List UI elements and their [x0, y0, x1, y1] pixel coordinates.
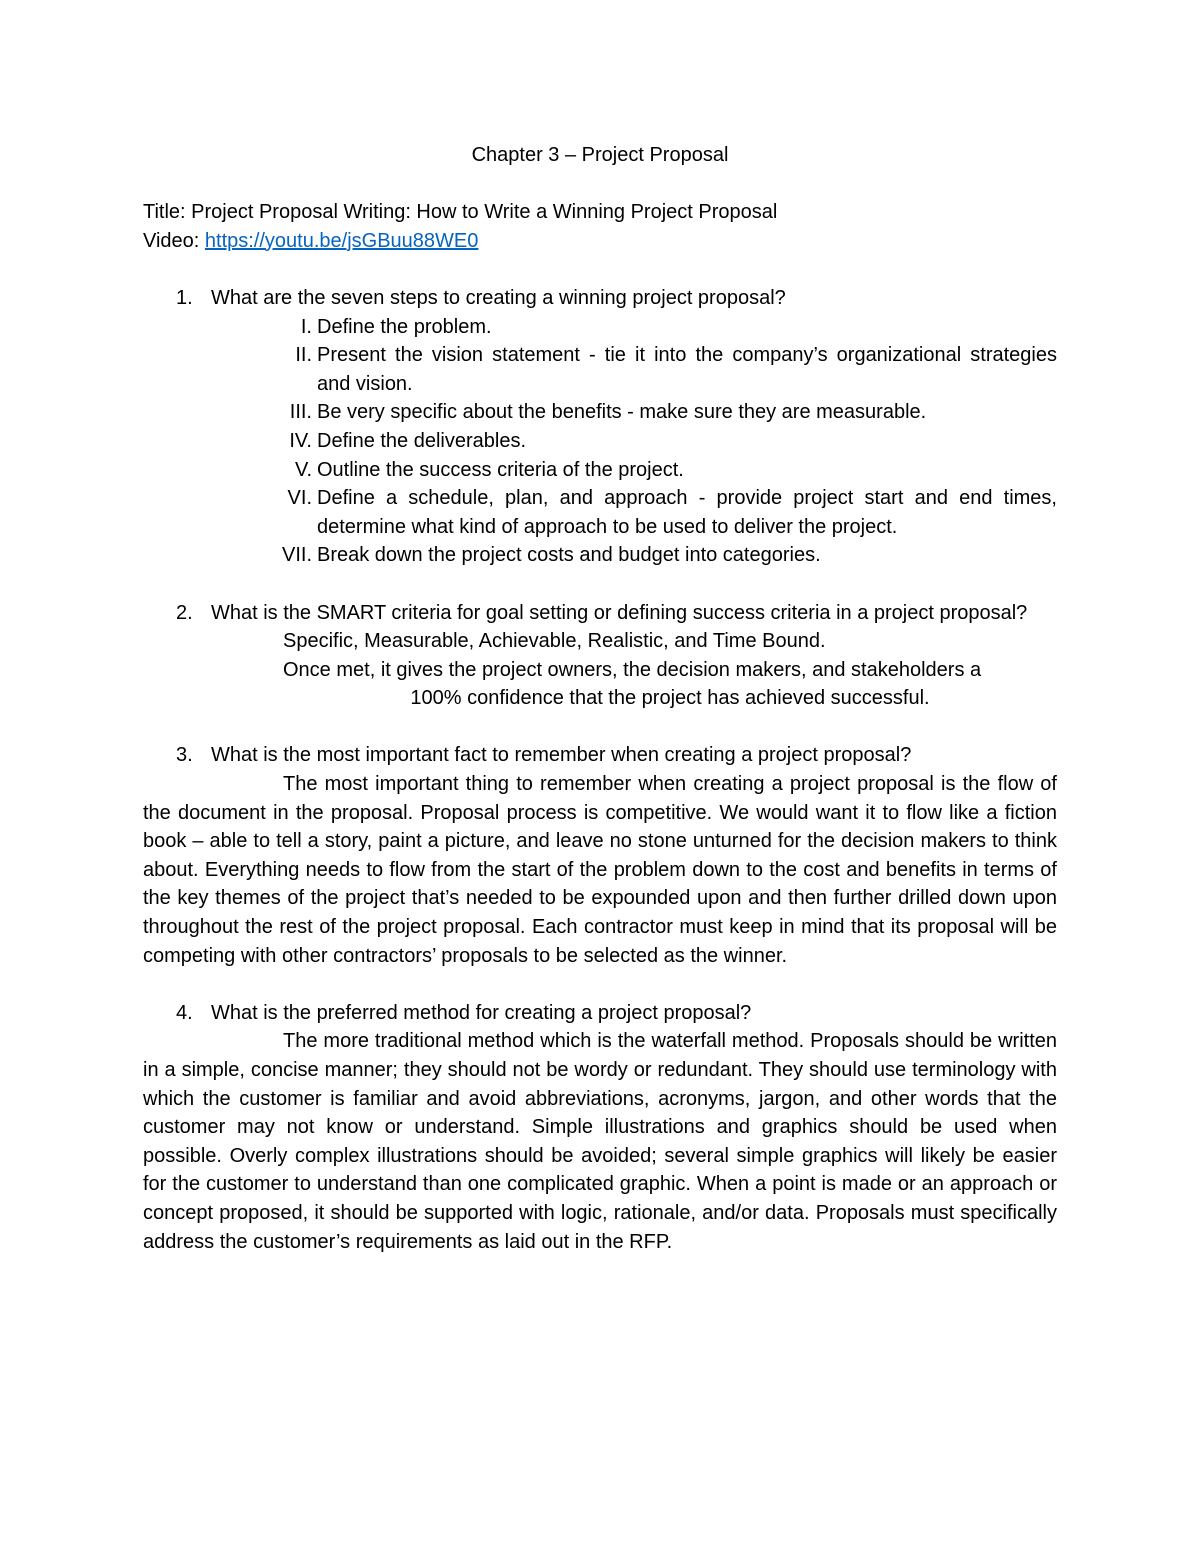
- smart-answer-line: Specific, Measurable, Achievable, Realistic, and Time Bound.: [283, 630, 826, 653]
- step-text: Define the deliverables.: [317, 429, 527, 452]
- question-number: 2.: [176, 601, 193, 624]
- roman-numeral: I.: [300, 315, 312, 338]
- list-item: [287, 484, 1057, 541]
- smart-answer-line: Once met, it gives the project owners, the decision makers, and stakeholders a: [283, 658, 982, 681]
- question-text: What is the SMART criteria for goal setting or defining success criteria in a project proposal?: [211, 601, 1028, 624]
- spacer: [143, 570, 1057, 599]
- video-link[interactable]: https://youtu.be/jsGBuu88WE0: [204, 229, 479, 252]
- question-text: What is the preferred method for creating a project proposal?: [211, 1001, 752, 1024]
- chapter-title: Chapter 3 – Project Proposal: [471, 144, 729, 166]
- question-text: What are the seven steps to creating a winning project proposal?: [211, 286, 786, 309]
- list-item: [289, 427, 1057, 456]
- step-text: Define a schedule, plan, and approach - provide project start and end times, determine what kind of approach to be used to deliver the project.: [317, 487, 1057, 538]
- list-item: [281, 541, 1057, 570]
- list-item: [289, 398, 1057, 427]
- question-4: [143, 999, 1057, 1028]
- list-item: [294, 456, 1057, 485]
- spacer: [143, 970, 1057, 999]
- roman-numeral: IV.: [289, 429, 312, 452]
- list-item: [295, 341, 1057, 398]
- step-text: Outline the success criteria of the project.: [317, 458, 684, 481]
- question-3: [143, 741, 1057, 770]
- roman-numeral: II.: [295, 344, 312, 367]
- smart-answer-line: 100% confidence that the project has achieved successful.: [410, 687, 930, 710]
- video-label: Video:: [143, 229, 205, 252]
- answer-paragraph: The more traditional method which is the waterfall method. Proposals should be written in a simple, concise manner; they should not be wordy or redundant. They should use terminology with which the customer is familiar and avoid abbreviations, acronyms, jargon, and other words that the customer may not know or understand. Simple illustrations and graphics should be used when possible. Overly complex illustrations should be avoided; several simple graphics will likely be easier for the customer to understand than one complicated graphic. When a point is made or an approach or concept proposed, it should be supported with logic, rationale, and/or data. Proposals must specifically address the customer’s requirements as laid out in the RFP.: [143, 1030, 1057, 1253]
- question-2: [143, 599, 1057, 628]
- video-line: [143, 227, 1057, 256]
- question-text: What is the most important fact to remember when creating a project proposal?: [211, 744, 912, 767]
- roman-numeral: III.: [289, 401, 312, 424]
- roman-numeral: VII.: [281, 544, 312, 567]
- step-text: Be very specific about the benefits - make sure they are measurable.: [317, 401, 927, 424]
- step-text: Define the problem.: [317, 315, 492, 338]
- list-item: [300, 313, 1057, 342]
- steps-list: [143, 313, 1057, 570]
- question-number: 4.: [176, 1001, 193, 1024]
- question-1: [143, 284, 1057, 313]
- question-number: 1.: [176, 286, 193, 309]
- spacer: [143, 713, 1057, 742]
- spacer: [143, 255, 1057, 284]
- question-number: 3.: [176, 744, 193, 767]
- title-line: Title: Project Proposal Writing: How to Write a Winning Project Proposal: [143, 201, 778, 224]
- answer-paragraph: The most important thing to remember when creating a project proposal is the flow of the document in the proposal. Proposal process is competitive. We would want it to flow like a fiction book – able to tell a story, paint a picture, and leave no stone unturned for the decision makers to think about. Everything needs to flow from the start of the problem down to the cost and benefits in terms of the key themes of the project that’s needed to be expounded upon and then further drilled down upon throughout the rest of the project proposal. Each contractor must keep in mind that its proposal will be competing with other contractors’ proposals to be selected as the winner.: [143, 773, 1057, 967]
- roman-numeral: VI.: [287, 487, 312, 510]
- step-text: Present the vision statement - tie it into the company’s organizational strategies and vision.: [317, 344, 1057, 395]
- step-text: Break down the project costs and budget into categories.: [317, 544, 821, 567]
- roman-numeral: V.: [294, 458, 312, 481]
